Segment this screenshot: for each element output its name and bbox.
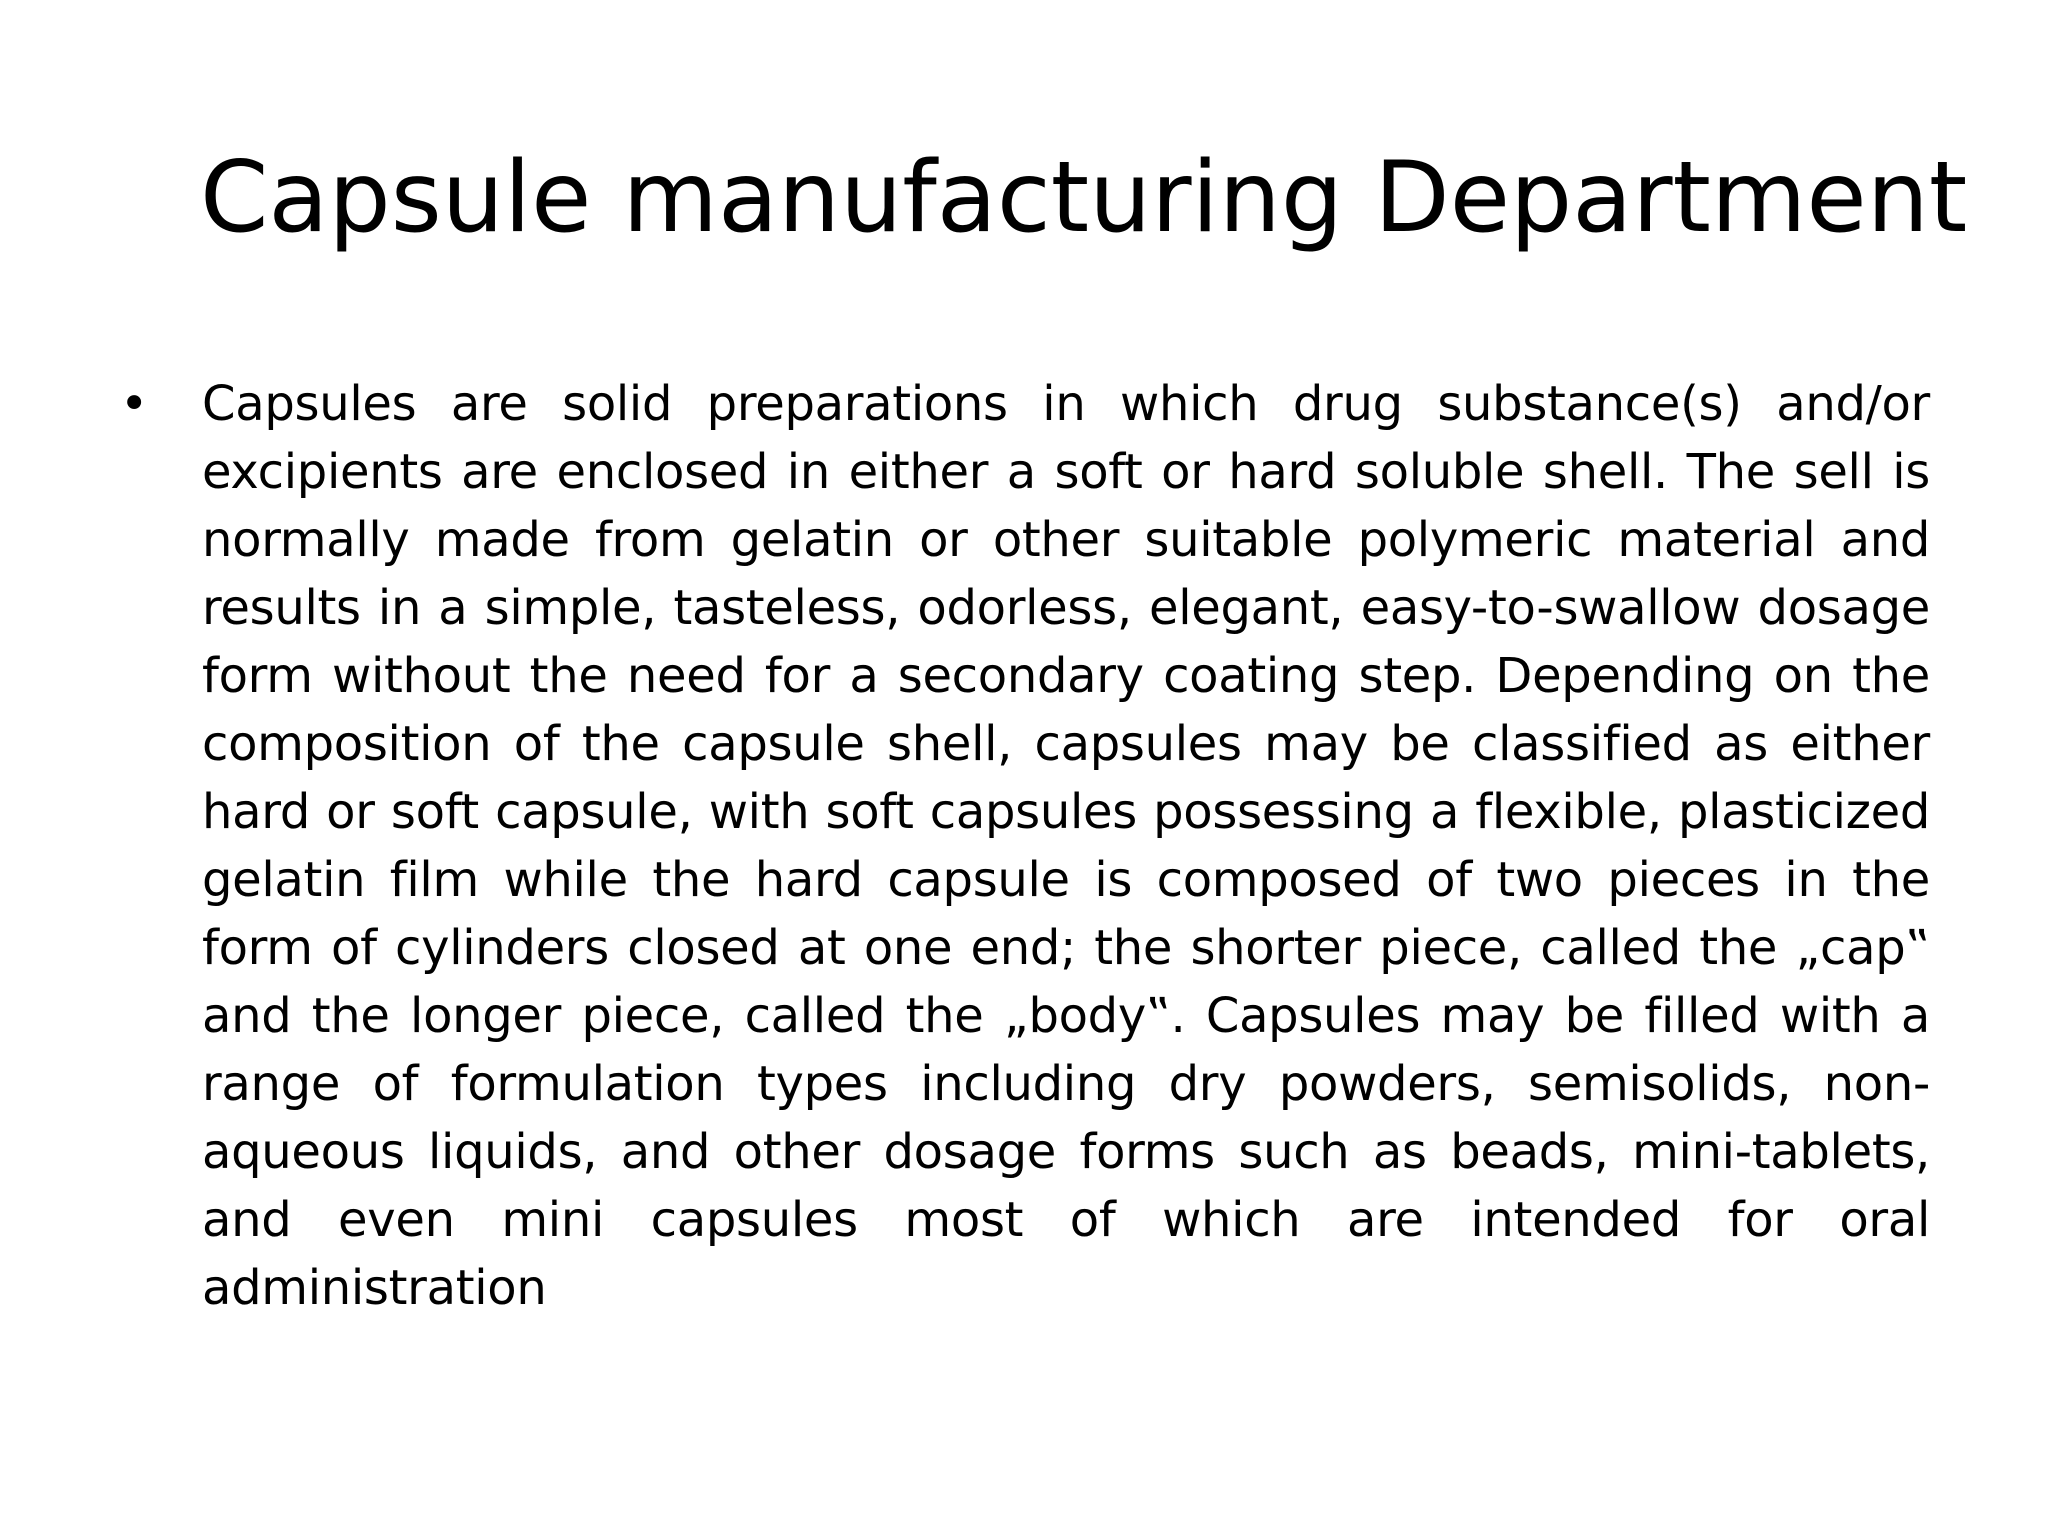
bullet-text: Capsules are solid preparations in which drug substance(s) and/or excipients are enclosed in either a soft or hard soluble shell. The sell is normally made from gelatin or other suitable polymeric material and results in a simple, tasteless, odorless, elegant, easy-to-swallow dosage form without the need for a secondary coating step. Depending on the composition of the capsule shell, capsules may be classified as either hard or soft capsule, with soft capsules possessing a flexible, plasticized gelatin film while the hard capsule is composed of two pieces in the form of cylinders closed at one end; the shorter piece, called the „cap‟ and the longer piece, called the „body‟. Capsules may be filled with a range of formulation types including dry powders, semisolids, non-aqueous liquids, and other dosage forms such as beads, mini-tablets, and even mini capsules most of which are intended for oral administration [202, 376, 1930, 1316]
bullet-item [120, 370, 1930, 1322]
slide-title: Capsule manufacturing Department [200, 141, 1968, 255]
slide-body [120, 370, 1930, 1322]
bullet-marker: • [120, 376, 149, 432]
